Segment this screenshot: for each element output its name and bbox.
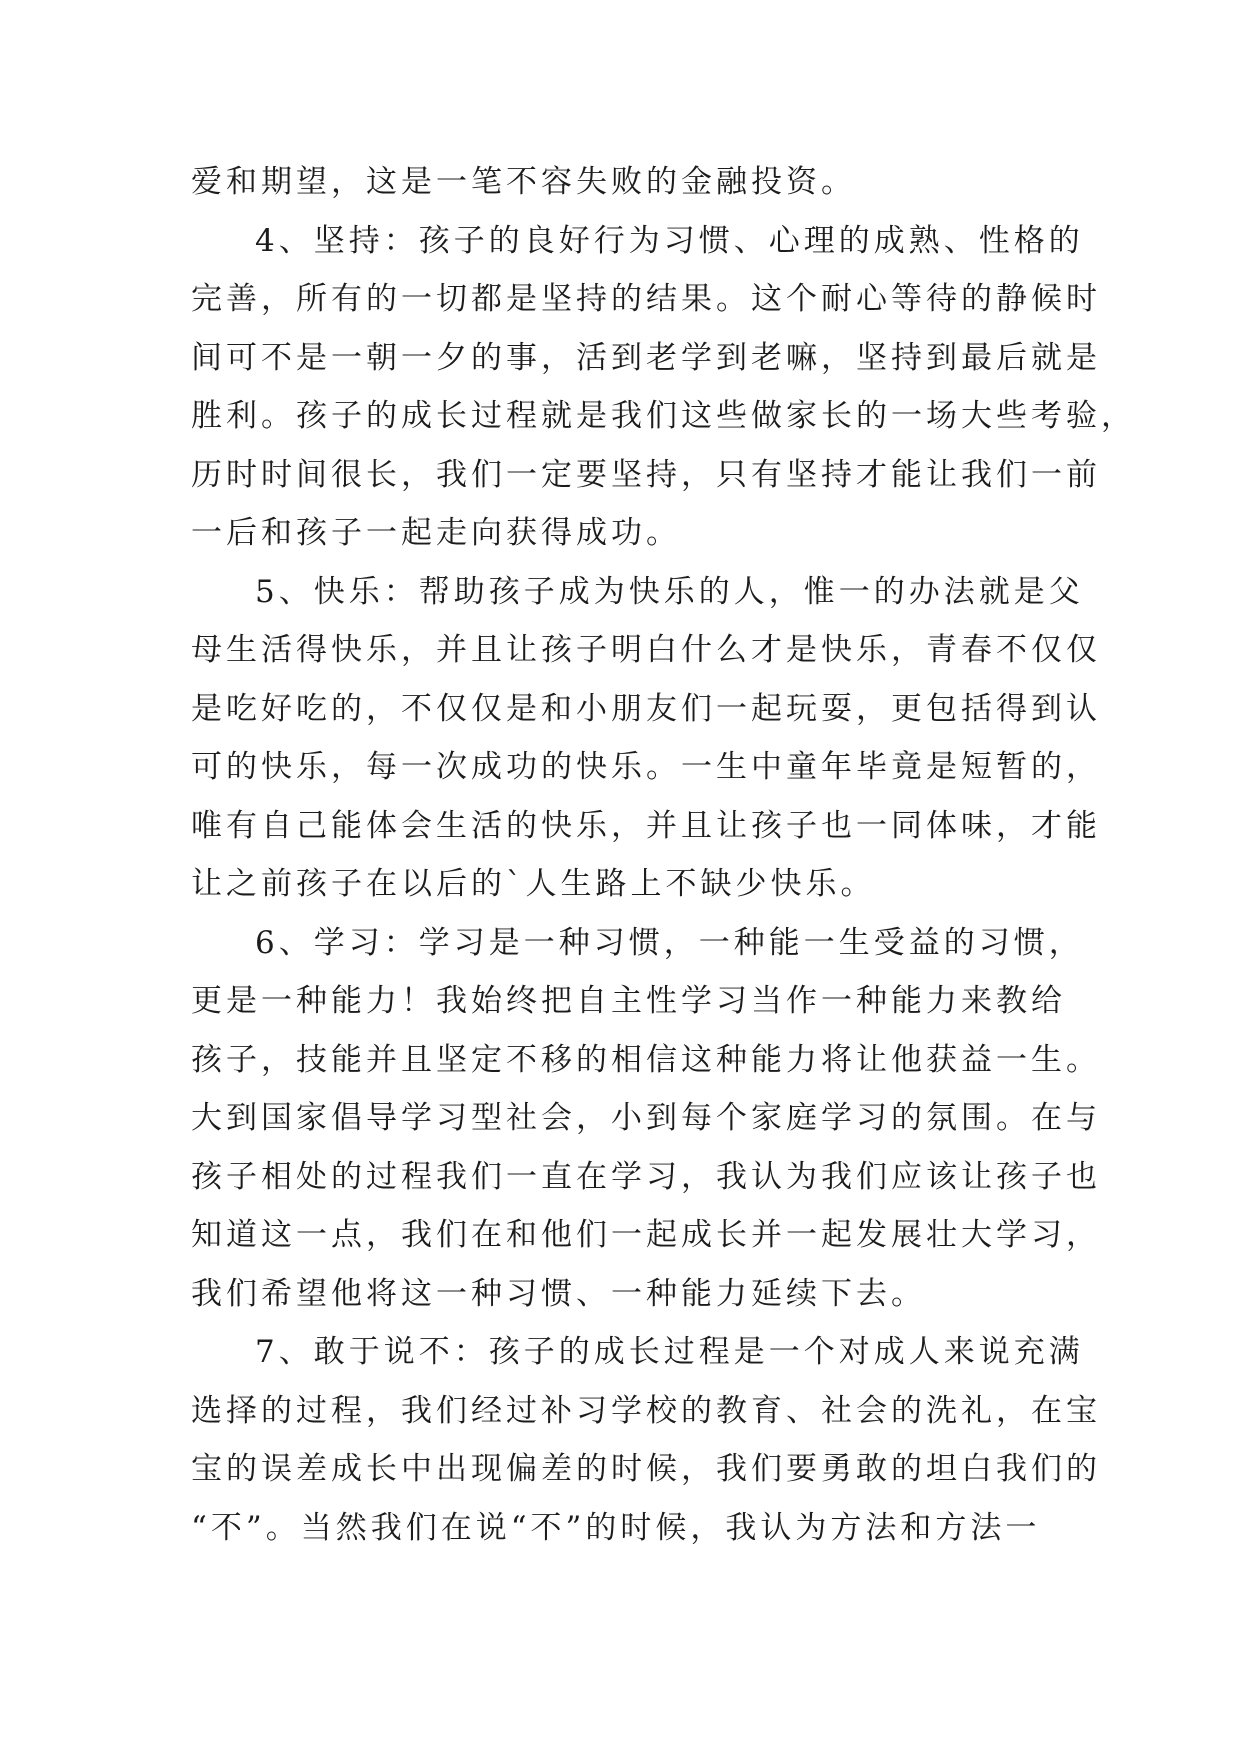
text-line-item-5: 5、快乐：帮助孩子成为快乐的人，惟一的办法就是父 (255, 573, 1084, 610)
text-line: 孩子，技能并且坚定不移的相信这种能力将让他获益一生。 (191, 1041, 1101, 1078)
text-line: 更是一种能力！我始终把自主性学习当作一种能力来教给 (191, 983, 1066, 1019)
text-line: 完善，所有的一切都是坚持的结果。这个耐心等待的静候时 (191, 281, 1101, 317)
text-line: 宝的误差成长中出现偏差的时候，我们要勇敢的坦白我们的 (191, 1451, 1101, 1487)
text-line: 间可不是一朝一夕的事，活到老学到老嘛，坚持到最后就是 (191, 339, 1101, 376)
text-line: 爱和期望，这是一笔不容失败的金融投资。 (191, 164, 856, 200)
text-line: 孩子相处的过程我们一直在学习，我认为我们应该让孩子也 (191, 1158, 1101, 1195)
text-line: “不”。当然我们在说“不”的时候，我认为方法和方法一 (191, 1509, 1041, 1546)
text-line: 选择的过程，我们经过补习学校的教育、社会的洗礼，在宝 (191, 1392, 1101, 1429)
text-line: 一后和孩子一起走向获得成功。 (191, 515, 681, 551)
text-line: 大到国家倡导学习型社会，小到每个家庭学习的氛围。在与 (191, 1100, 1101, 1136)
text-line: 胜利。孩子的成长过程就是我们这些做家长的一场大些考验， (191, 398, 1136, 434)
text-line-item-4: 4、坚持：孩子的良好行为习惯、心理的成熟、性格的 (255, 222, 1084, 259)
text-line: 知道这一点，我们在和他们一起成长并一起发展壮大学习， (191, 1217, 1101, 1253)
body-text (191, 153, 1136, 1557)
text-line: 是吃好吃的，不仅仅是和小朋友们一起玩耍，更包括得到认 (191, 690, 1101, 727)
text-line-item-7: 7、敢于说不：孩子的成长过程是一个对成人来说充满 (255, 1334, 1084, 1370)
text-line: 母生活得快乐，并且让孩子明白什么才是快乐，青春不仅仅 (191, 632, 1101, 668)
text-line: 唯有自己能体会生活的快乐，并且让孩子也一同体味，才能 (191, 807, 1101, 844)
text-line: 让之前孩子在以后的`人生路上不缺少快乐。 (191, 866, 876, 902)
text-line: 历时时间很长，我们一定要坚持，只有坚持才能让我们一前 (191, 456, 1101, 493)
text-line: 可的快乐，每一次成功的快乐。一生中童年毕竟是短暂的， (191, 749, 1101, 785)
text-line-item-6: 6、学习：学习是一种习惯，一种能一生受益的习惯， (255, 924, 1084, 961)
text-line: 我们希望他将这一种习惯、一种能力延续下去。 (191, 1275, 926, 1312)
